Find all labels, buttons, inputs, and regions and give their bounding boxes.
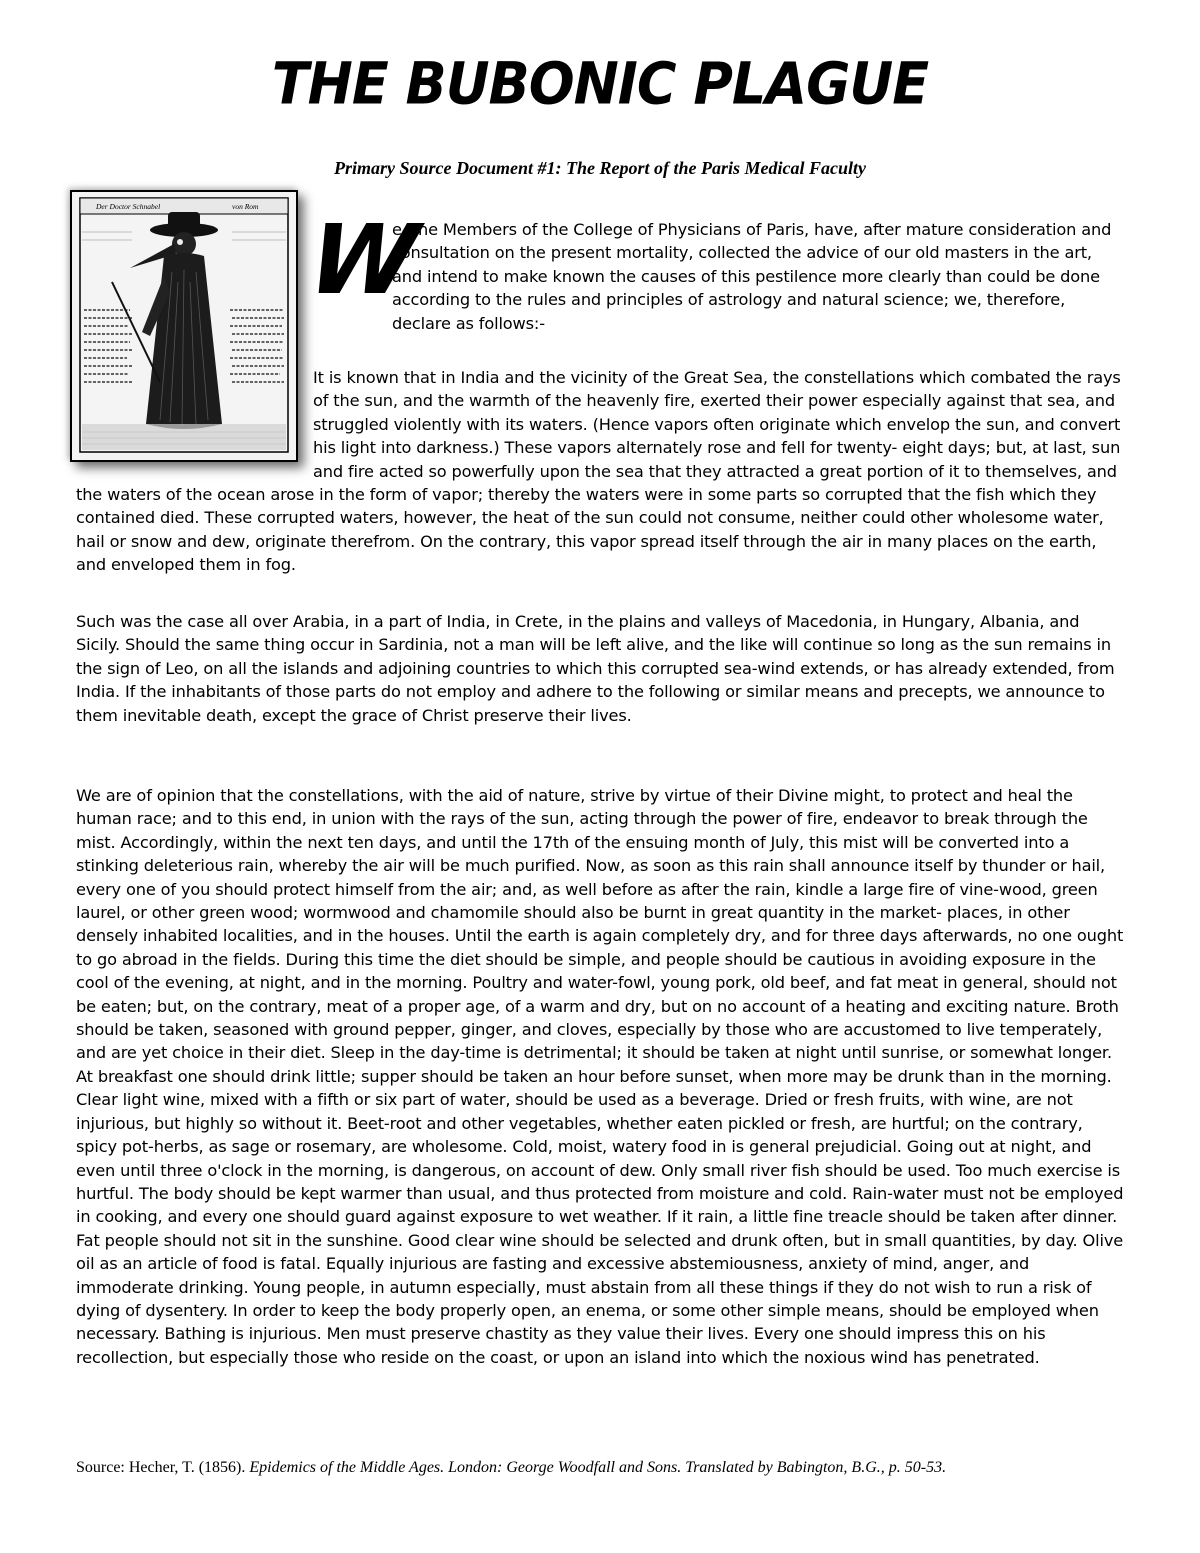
source-citation: [76, 1458, 1126, 1478]
paragraph-precepts: We are of opinion that the constellations, with the aid of nature, strive by virtue of their Divine might, to protect and heal the human race; and to this end, in union with the rays of the sun, acting through the power of fire, endeavor to break through the mist. Accordingly, within the next ten days, and until the 17th of the ensuing month of July, this mist will be converted into a stinking deleterious rain, whereby the air will be much purified. Now, as soon as this rain shall announce itself by thunder or hail, every one of you should protect himself from the air; and, as well before as after the rain, kindle a large fire of vine-wood, green laurel, or other green wood; wormwood and chamomile should also be burnt in great quantity in the market- places, in other densely inhabited localities, and in the houses. Until the earth is again completely dry, and for three days afterwards, no one ought to go abroad in the fields. During this time the diet should be simple, and people should be cautious in avoiding exposure in the cool of the evening, at night, and in the morning. Poultry and water-fowl, young pork, old beef, and fat meat in general, should not be eaten; but, on the contrary, meat of a proper age, of a warm and dry, but on no account of a heating and exciting nature. Broth should be taken, seasoned with ground pepper, ginger, and cloves, especially by those who are accustomed to live temperately, and are yet choice in their diet. Sleep in the day-time is detrimental; it should be taken at night until sunrise, or somewhat longer. At breakfast one should drink little; supper should be taken an hour before sunset, when more may be drunk than in the morning. Clear light wine, mixed with a fifth or six part of water, should be used as a beverage. Dried or fresh fruits, with wine, are not injurious, but highly so without it. Beet-root and other vegetables, whether eaten pickled or fresh, are hurtful; on the contrary, spicy pot-herbs, as sage or rosemary, are wholesome. Cold, moist, watery food in is general prejudicial. Going out at night, and even until three o'clock in the morning, is dangerous, on account of dew. Only small river fish should be used. Too much exercise is hurtful. The body should be kept warmer than usual, and thus protected from moisture and cold. Rain-water must not be employed in cooking, and every one should guard against exposure to wet weather. If it rain, a little fine treacle should be taken after dinner. Fat people should not sit in the sunshine. Good clear wine should be selected and drunk often, but in small quantities, by day. Olive oil as an article of food is fatal. Equally injurious are fasting and excessive abstemiousness, anxiety of mind, anger, and immoderate drinking. Young people, in autumn especially, must abstain from all these things if they do not wish to run a risk of dying of dysentery. In order to keep the body properly open, an enema, or some other simple means, should be employed when necessary. Bathing is injurious. Men must preserve chastity as they value their lives. Every one should impress this on his recollection, but especially those who reside on the coast, or upon an island into which the noxious wind has penetrated.: [76, 786, 1124, 1367]
paragraph-intro: e, the Members of the College of Physicians of Paris, have, after mature consideration and consultation on the present mortality, collected the advice of our old masters in the art, and intend to make known the causes of this pestilence more clearly than could be done according to the rules and principles of astrology and natural science; we, therefore, declare as follows:-: [392, 220, 1112, 333]
paragraph-regions: Such was the case all over Arabia, in a part of India, in Crete, in the plains and valleys of Macedonia, in Hungary, Albania, and Sicily. Should the same thing occur in Sardinia, not a man will be left alive, and the like will continue so long as the sun remains in the sign of Leo, on all the islands and adjoining countries to which this corrupted sea-wind extends, or has already extended, from India. If the inhabitants of those parts do not employ and adhere to the following or similar means and precepts, we announce to them inevitable death, except the grace of Christ preserve their lives.: [76, 612, 1115, 725]
source-title: Epidemics of the Middle Ages. London: George Woodfall and Sons. Translated by Babington, B.G., p. 50-53.: [249, 1459, 947, 1476]
image-wrap-spacer: [76, 366, 313, 474]
source-prefix: Source: Hecher, T. (1856).: [76, 1459, 250, 1476]
engraving-caption-right: von Rom: [232, 202, 259, 211]
page-title: THE BUBONIC PLAGUE: [271, 49, 929, 118]
paragraph-causes: [76, 366, 1126, 577]
paragraph-causes-text: It is known that in India and the vicinity of the Great Sea, the constellations which combated the rays of the sun, and the warmth of the heavenly fire, exerted their power especially against that sea, and struggled violently with its waters. (Hence vapors often originate which envelop the sun, and convert his light into darkness.) These vapors alternately rose and fell for twenty- eight days; but, at last, sun and fire acted so powerfully upon the sea that they attracted a great portion of it to themselves, and the waters of the ocean arose in the form of vapor; thereby the waters were in some parts so corrupted that the fish which they contained died. These corrupted waters, however, the heat of the sun could not consume, neither could other wholesome water, hail or snow and dew, originate therefrom. On the contrary, this vapor spread itself through the air in many places on the earth, and enveloped them in fog.: [76, 368, 1121, 575]
document-subtitle: Primary Source Document #1: The Report of the Paris Medical Faculty: [334, 158, 866, 178]
drop-cap: W: [302, 204, 424, 316]
engraving-caption-left: Der Doctor Schnabel: [96, 202, 161, 211]
